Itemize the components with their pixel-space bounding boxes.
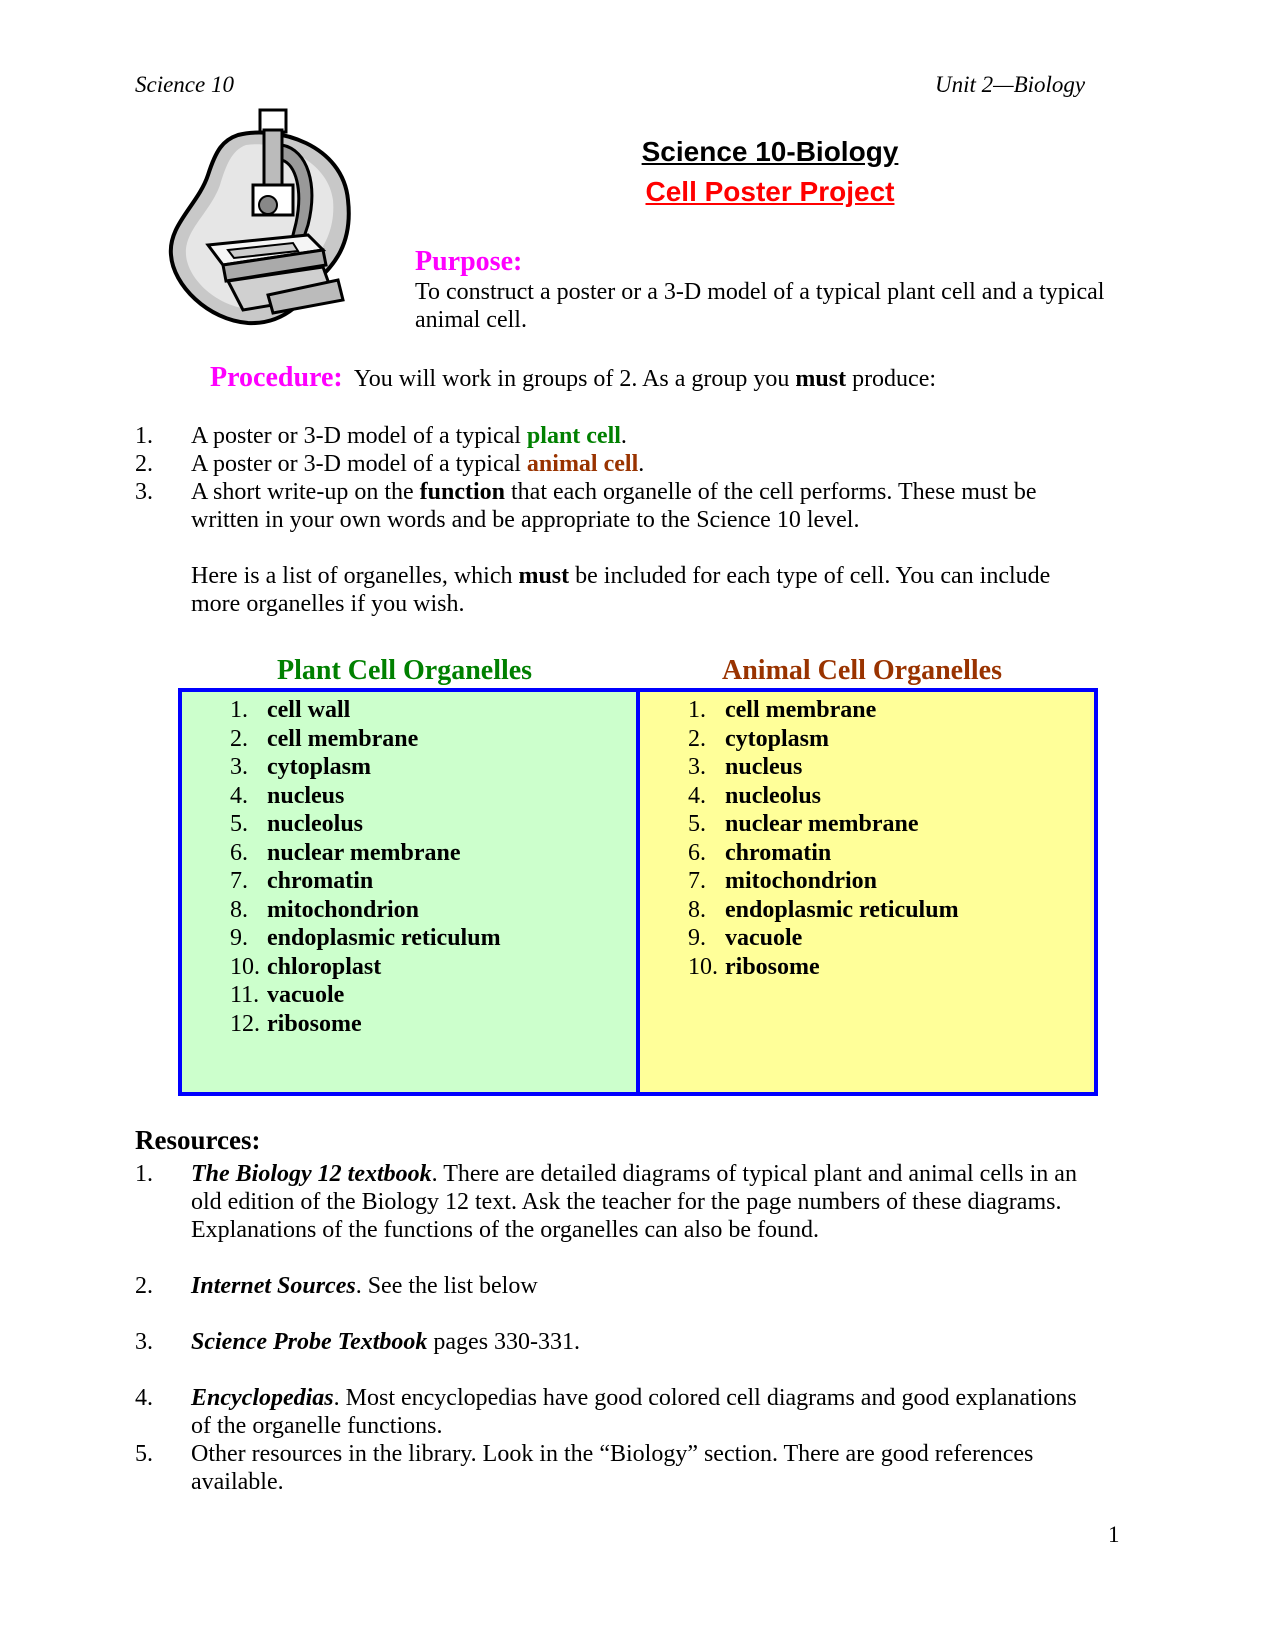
resource-text: . There are detailed diagrams of typical plant and animal cells in an	[431, 1161, 1077, 1187]
step-text: A short write-up on the	[191, 479, 420, 505]
resource-number: 1.	[135, 1161, 153, 1187]
animal-organelle-list	[688, 696, 1094, 981]
page-subtitle: Cell Poster Project	[645, 176, 895, 207]
note-must: must	[518, 563, 570, 589]
step-3-line-2: written in your own words and be appropriate to the Science 10 level.	[191, 507, 860, 533]
organelle-note-line-2: more organelles if you wish.	[191, 591, 465, 617]
resource-1	[135, 1160, 1077, 1188]
animal-cell-highlight: animal cell	[526, 451, 639, 477]
procedure-line	[210, 362, 936, 394]
list-item: 2. cell membrane	[230, 725, 419, 752]
list-item: 11. vacuole	[230, 982, 345, 1008]
resource-4	[135, 1384, 1077, 1412]
organelle-note	[191, 562, 1050, 590]
purpose-heading: Purpose:	[415, 246, 523, 277]
resource-text: pages 330-331.	[427, 1329, 581, 1355]
step-number: 2.	[135, 451, 153, 477]
list-item: 10. chloroplast	[230, 953, 382, 980]
list-item: 8. mitochondrion	[230, 896, 420, 923]
header-right: Unit 2—Biology	[935, 72, 1086, 97]
step-text-end: that each organelle of the cell performs. These must be	[505, 479, 1037, 505]
note-text-end: be included for each type of cell. You can include	[569, 563, 1051, 589]
resource-number: 5.	[135, 1441, 153, 1467]
step-1	[135, 422, 627, 450]
resource-text: . See the list below	[355, 1273, 538, 1299]
resource-number: 2.	[135, 1273, 153, 1299]
list-item: 1. cell membrane	[688, 697, 877, 723]
plant-organelle-list	[230, 696, 636, 1038]
list-item: 7. chromatin	[230, 868, 374, 894]
resource-title: Science Probe Textbook	[191, 1329, 428, 1355]
step-text: A poster or 3-D model of a typical	[191, 451, 527, 477]
list-item: 4. nucleolus	[688, 782, 822, 809]
step-text-end: .	[638, 451, 645, 477]
list-item: 4. nucleus	[230, 782, 345, 809]
procedure-text-a: You will work in groups of 2. As a group you	[353, 366, 796, 392]
step-number: 1.	[135, 423, 153, 449]
header-left: Science 10	[135, 72, 234, 97]
step-text: A poster or 3-D model of a typical	[191, 423, 527, 449]
list-item: 9. vacuole	[688, 925, 803, 951]
step-text-end: .	[620, 423, 627, 449]
resource-5-line-2: available.	[191, 1469, 284, 1495]
resource-number: 4.	[135, 1385, 153, 1411]
resource-5	[135, 1440, 1033, 1468]
resource-1-line-3: Explanations of the functions of the organelles can also be found.	[191, 1217, 820, 1243]
list-item: 12. ribosome	[230, 1010, 362, 1037]
resource-title: The Biology 12 textbook	[191, 1161, 432, 1187]
list-item: 1. cell wall	[230, 697, 351, 723]
procedure-must: must	[795, 366, 847, 392]
page-title: Science 10-Biology	[641, 136, 899, 167]
resource-title: Encyclopedias	[191, 1385, 334, 1411]
page-number: 1	[1108, 1522, 1120, 1547]
step-number: 3.	[135, 479, 153, 505]
step-3	[135, 478, 1037, 506]
resource-2	[135, 1272, 538, 1300]
list-item: 5. nuclear membrane	[688, 811, 919, 837]
list-item: 10. ribosome	[688, 953, 820, 980]
step-2	[135, 450, 644, 478]
list-item: 8. endoplasmic reticulum	[688, 896, 959, 923]
resource-title: Internet Sources	[191, 1273, 356, 1299]
list-item: 9. endoplasmic reticulum	[230, 925, 501, 951]
microscope-icon	[168, 105, 358, 330]
function-bold: function	[419, 479, 505, 505]
resource-1-line-2: old edition of the Biology 12 text. Ask the teacher for the page numbers of these diagrams.	[191, 1189, 1062, 1215]
resource-4-line-2: of the organelle functions.	[191, 1413, 443, 1439]
plant-organelles-box	[178, 688, 640, 1096]
plant-heading: Plant Cell Organelles	[277, 655, 533, 686]
list-item: 3. nucleus	[688, 754, 803, 780]
list-item: 6. nuclear membrane	[230, 839, 461, 866]
resources-heading: Resources:	[135, 1125, 261, 1155]
list-item: 7. mitochondrion	[688, 868, 878, 894]
resource-text: Other resources in the library. Look in the “Biology” section. There are good references	[191, 1441, 1034, 1467]
purpose-text-1: To construct a poster or a 3-D model of a typical plant cell and a typical	[415, 279, 1105, 305]
animal-organelles-box	[636, 688, 1098, 1096]
note-text: Here is a list of organelles, which	[191, 563, 519, 589]
purpose-text-2: animal cell.	[415, 307, 527, 333]
resource-number: 3.	[135, 1329, 153, 1355]
list-item: 6. chromatin	[688, 839, 832, 866]
list-item: 5. nucleolus	[230, 811, 364, 837]
resource-text: . Most encyclopedias have good colored cell diagrams and good explanations	[333, 1385, 1077, 1411]
procedure-heading: Procedure:	[210, 362, 343, 393]
animal-heading: Animal Cell Organelles	[722, 655, 1002, 686]
list-item: 2. cytoplasm	[688, 725, 829, 752]
procedure-text-b: produce:	[846, 366, 937, 392]
list-item: 3. cytoplasm	[230, 754, 371, 780]
plant-cell-highlight: plant cell	[526, 423, 621, 449]
resource-3	[135, 1328, 580, 1356]
